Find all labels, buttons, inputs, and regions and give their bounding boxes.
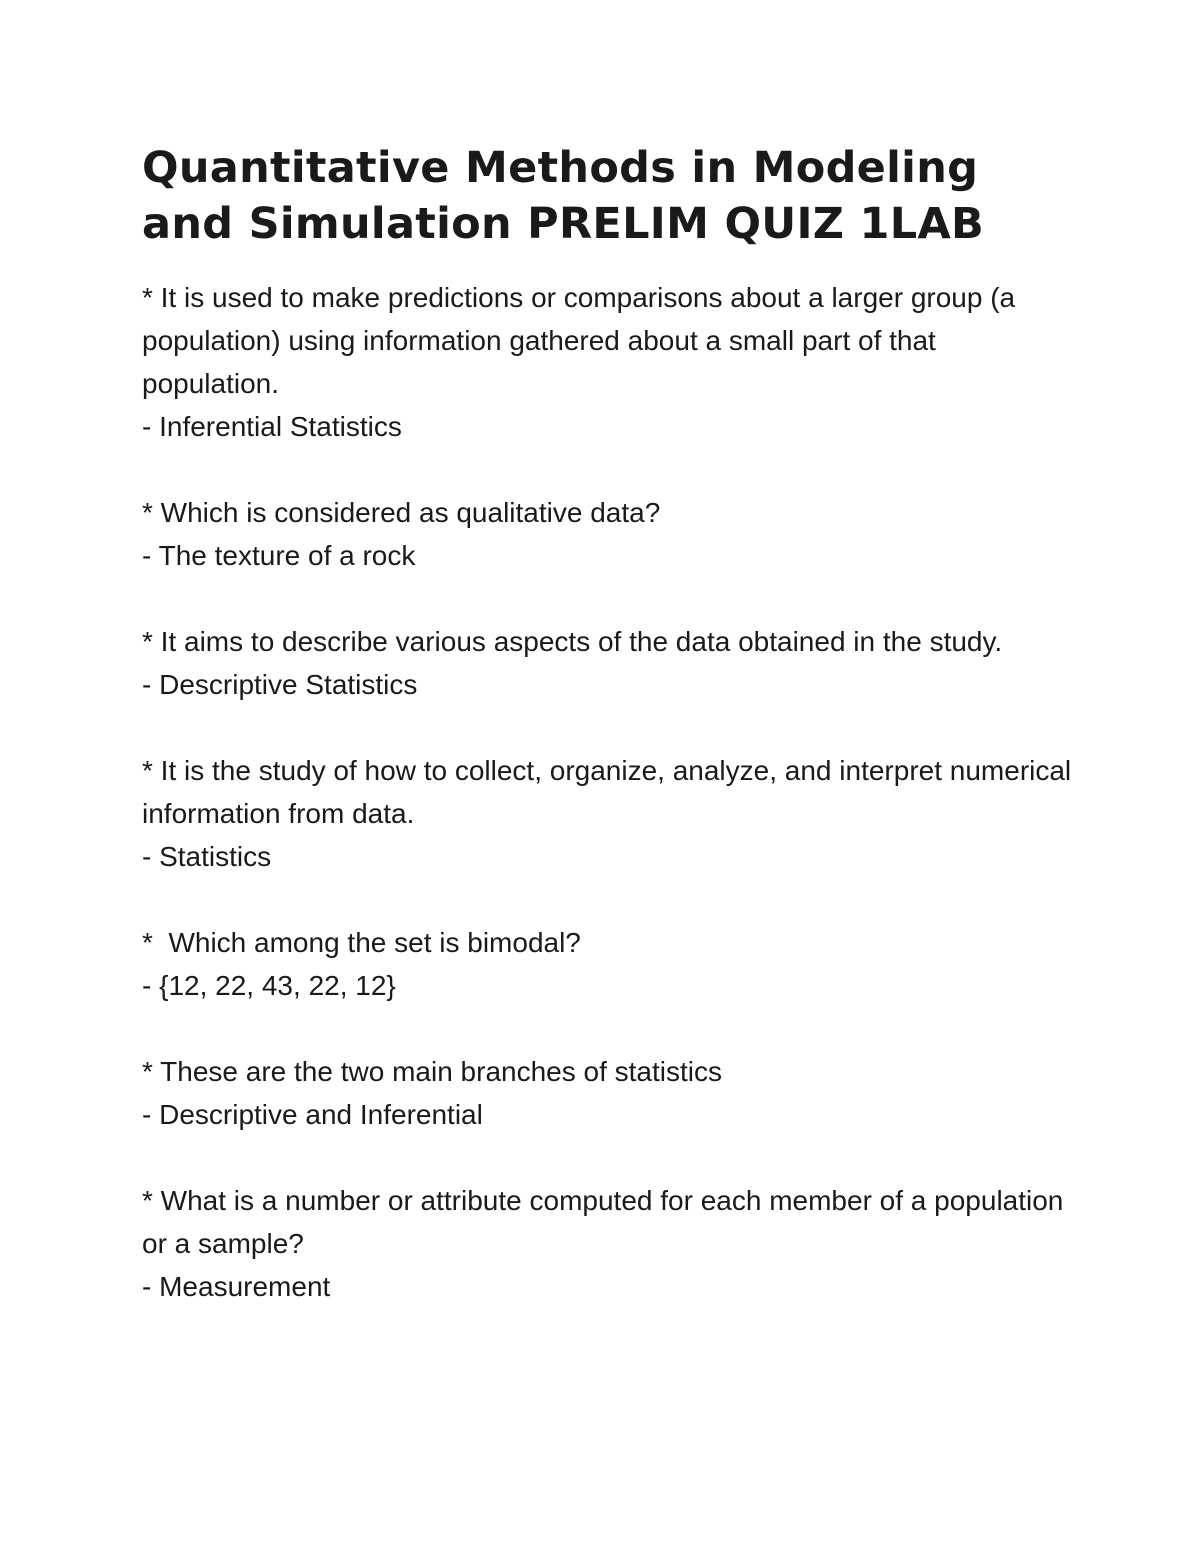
question-item — [142, 1050, 1072, 1136]
question-item — [142, 276, 1072, 448]
answer-text: - Statistics — [142, 841, 272, 872]
question-text: * Which among the set is bimodal? — [142, 927, 581, 958]
answer-text: - {12, 22, 43, 22, 12} — [142, 970, 396, 1001]
question-text: * It aims to describe various aspects of the data obtained in the study. — [142, 626, 1003, 657]
answer-text: - The texture of a rock — [142, 540, 416, 571]
question-item — [142, 491, 1072, 577]
question-item — [142, 749, 1079, 878]
question-text: * It is used to make predictions or comparisons about a larger group (a population) using information gathered about a small part of that population. — [142, 282, 1023, 399]
question-item — [142, 620, 1072, 706]
question-text: * These are the two main branches of statistics — [142, 1056, 722, 1087]
question-list — [142, 276, 1079, 1308]
question-item — [142, 921, 1072, 1007]
document-title: Quantitative Methods in Modeling and Simulation PRELIM QUIZ 1LAB — [142, 143, 985, 249]
question-text: * What is a number or attribute computed for each member of a population or a sample? — [142, 1185, 1072, 1259]
answer-text: - Measurement — [142, 1271, 331, 1302]
answer-text: - Descriptive and Inferential — [142, 1099, 483, 1130]
document-content — [142, 140, 1079, 1351]
question-item — [142, 1179, 1072, 1308]
answer-text: - Inferential Statistics — [142, 411, 402, 442]
answer-text: - Descriptive Statistics — [142, 669, 418, 700]
question-text: * It is the study of how to collect, organize, analyze, and interpret numerical information from data. — [142, 755, 1079, 829]
question-text: * Which is considered as qualitative data? — [142, 497, 661, 528]
